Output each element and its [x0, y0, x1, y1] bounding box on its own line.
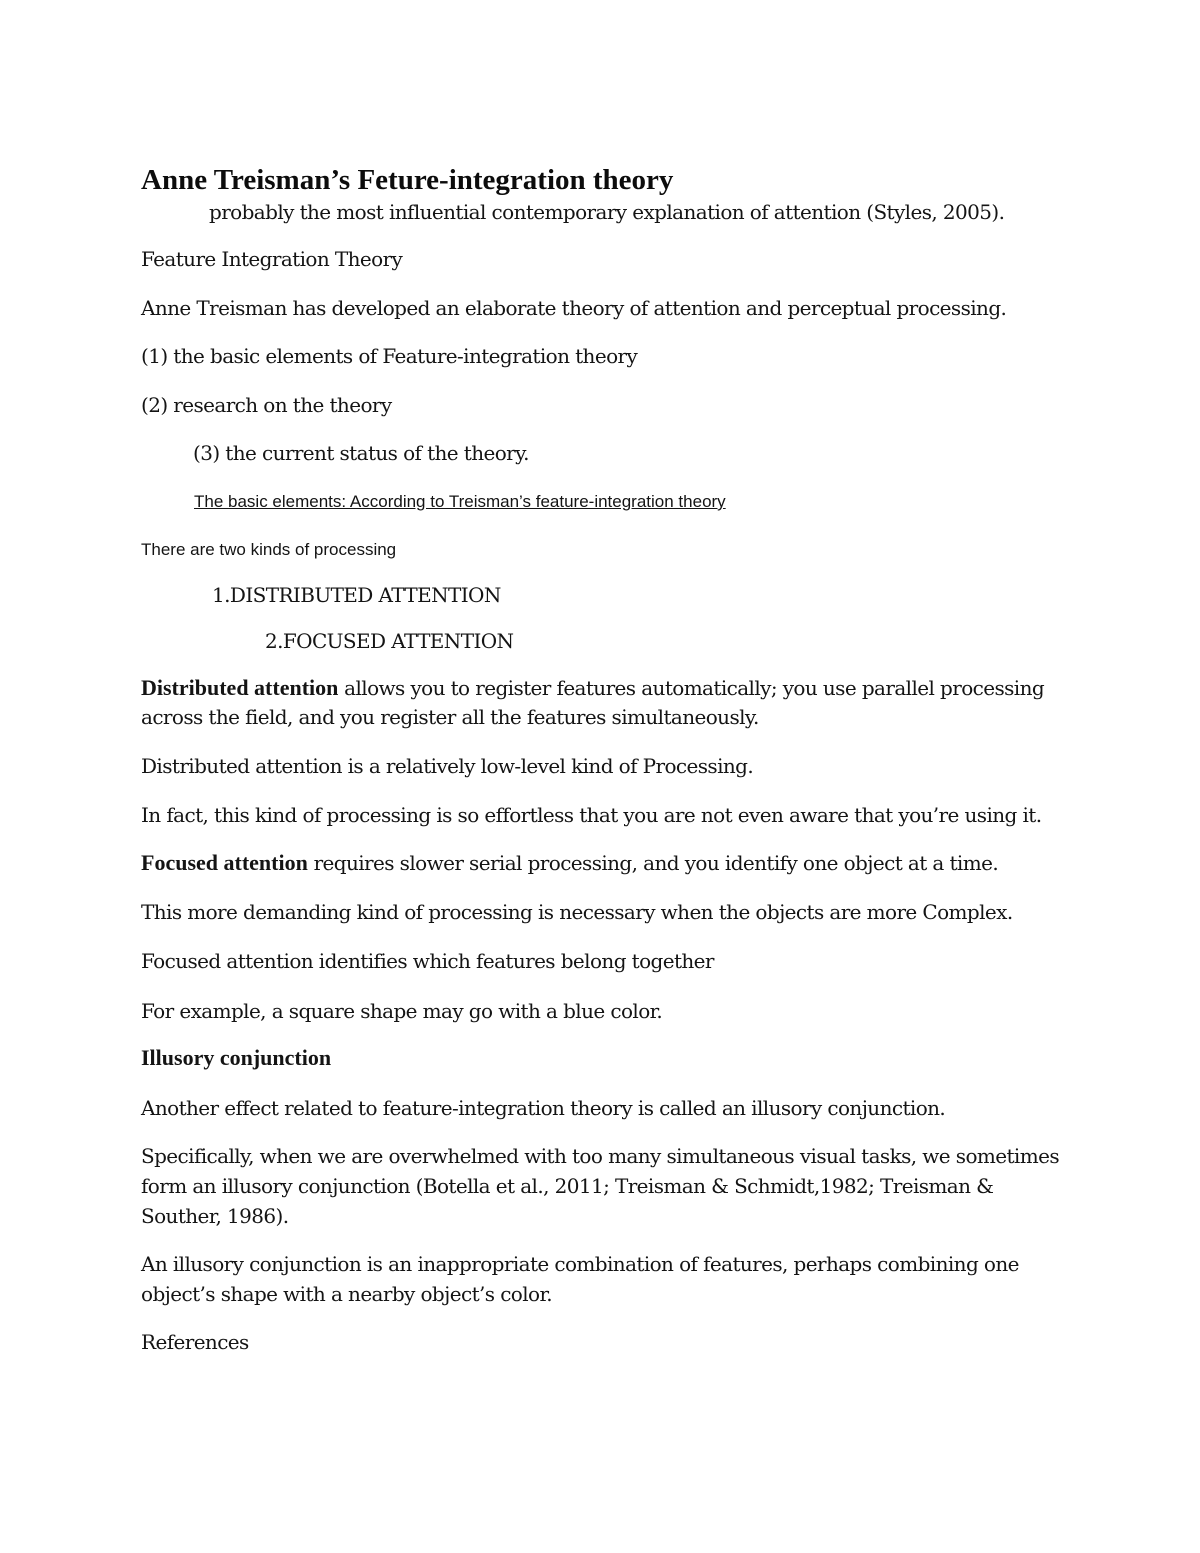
illusory-heading: Illusory conjunction	[141, 1045, 332, 1070]
illusory-paragraph-line: object’s shape with a nearby object’s color.	[141, 1282, 552, 1306]
distributed-lead: Distributed attention	[141, 675, 339, 700]
distributed-text: allows you to register features automatically; you use parallel processing	[338, 676, 1045, 700]
distributed-paragraph-line: across the field, and you register all the features simultaneously.	[141, 705, 759, 729]
list-item: (2) research on the theory	[141, 393, 392, 417]
illusory-paragraph-line: An illusory conjunction is an inappropriate combination of features, perhaps combining one	[141, 1252, 1019, 1276]
document-subtitle: probably the most influential contemporary explanation of attention (Styles, 2005).	[209, 200, 1005, 224]
intro-paragraph: Anne Treisman has developed an elaborate theory of attention and perceptual processing.	[141, 296, 1007, 320]
distributed-paragraph: In fact, this kind of processing is so effortless that you are not even aware that you’re using it.	[141, 803, 1042, 827]
basic-elements-heading: The basic elements: According to Treisman’s feature-integration theory	[194, 492, 726, 511]
illusory-paragraph: Another effect related to feature-integration theory is called an illusory conjunction.	[141, 1096, 946, 1120]
focused-paragraph-line	[141, 848, 998, 878]
focused-paragraph: For example, a square shape may go with a blue color.	[141, 999, 663, 1023]
distributed-paragraph: Distributed attention is a relatively low-level kind of Processing.	[141, 754, 754, 778]
illusory-paragraph-line: Specifically, when we are overwhelmed with too many simultaneous visual tasks, we sometimes	[141, 1144, 1059, 1168]
focused-lead: Focused attention	[141, 850, 308, 875]
illusory-paragraph-line: form an illusory conjunction (Botella et al., 2011; Treisman & Schmidt,1982; Treisman &	[141, 1174, 994, 1198]
illusory-paragraph-line: Souther, 1986).	[141, 1204, 289, 1228]
processing-kind-item: 2.FOCUSED ATTENTION	[265, 629, 514, 653]
focused-text: requires slower serial processing, and you identify one object at a time.	[307, 851, 999, 875]
processing-kind-item: 1.DISTRIBUTED ATTENTION	[212, 583, 501, 607]
focused-paragraph: Focused attention identifies which features belong together	[141, 949, 714, 973]
document-title: Anne Treisman’s Feture-integration theory	[141, 164, 674, 196]
references-label: References	[141, 1330, 249, 1354]
processing-intro: There are two kinds of processing	[141, 540, 397, 559]
list-item: (1) the basic elements of Feature-integration theory	[141, 344, 638, 368]
feature-heading: Feature Integration Theory	[141, 247, 403, 271]
list-item: (3) the current status of the theory.	[193, 441, 529, 465]
distributed-paragraph-line	[141, 673, 1044, 703]
focused-paragraph: This more demanding kind of processing is necessary when the objects are more Complex.	[141, 900, 1013, 924]
